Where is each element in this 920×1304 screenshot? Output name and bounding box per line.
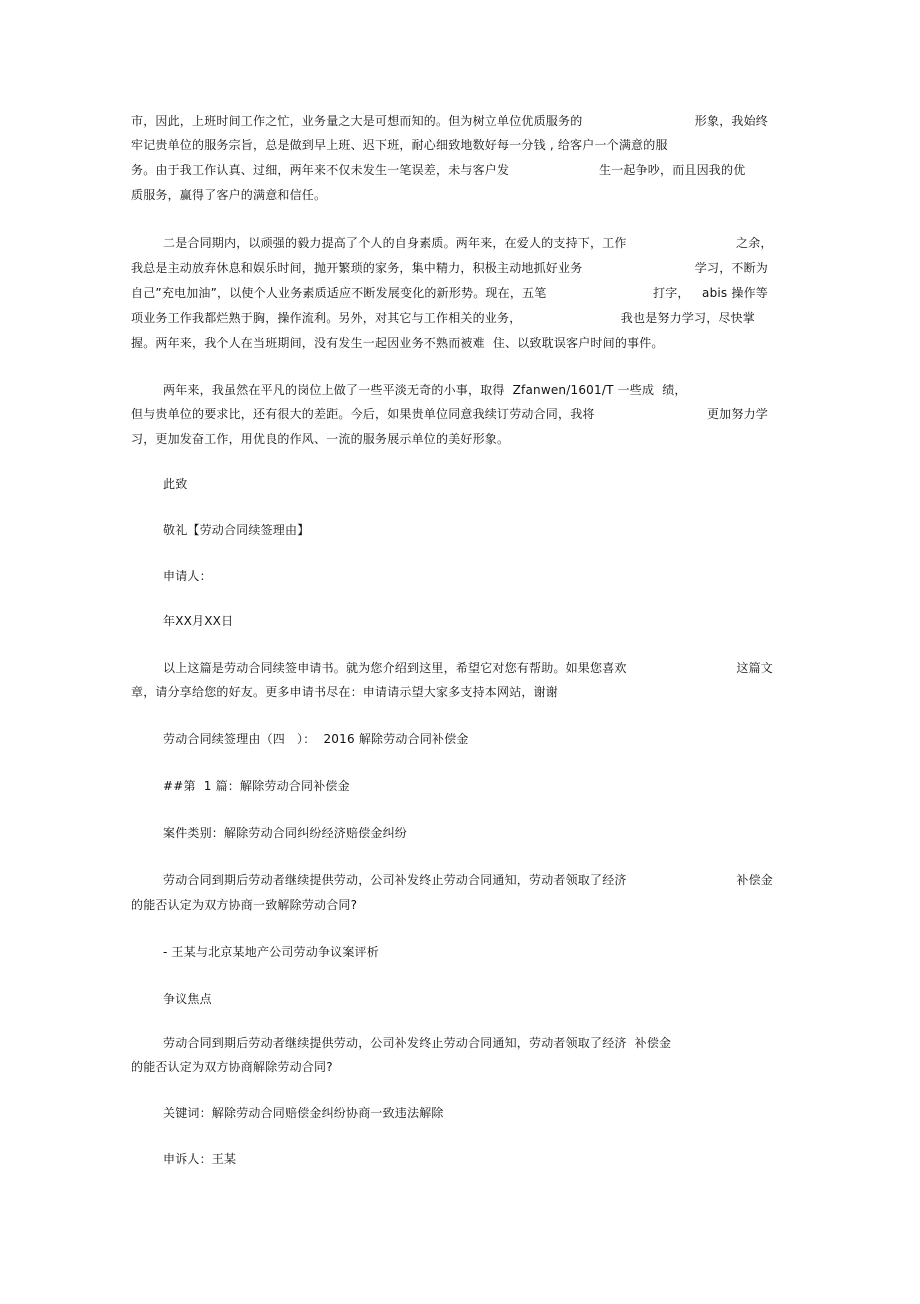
analysis-title: - 王某与北京某地产公司劳动争议案评析 [163, 945, 379, 959]
paragraph-2-line-5: 握。两年来，我个人在当班期间，没有发生一起因业务不熟而被难 住、以致耽误客户时间的事件。 [131, 336, 664, 350]
paragraph-4-line-2: 章，请分享给您的好友。更多申请书尽在：申请请示望大家多支持本网站，谢谢 [131, 685, 559, 699]
paragraph-6-line-1: 劳动合同到期后劳动者继续提供劳动，公司补发终止劳动合同通知，劳动者领取了经济 补偿金 [163, 1036, 672, 1050]
paragraph-6-line-2: 的能否认定为双方协商解除劳动合同? [131, 1060, 333, 1074]
subsection-heading: ##第 1 篇：解除劳动合同补偿金 [163, 779, 350, 793]
paragraph-4-line-1-end: 这篇文 [736, 661, 773, 675]
paragraph-1-line-1: 市，因此，上班时间工作之忙，业务量之大是可想而知的。但为树立单位优质服务的 [131, 114, 583, 128]
paragraph-3-line-2: 但与贵单位的要求比，还有很大的差距。今后，如果贵单位同意我续订劳动合同，我将 [131, 407, 595, 421]
appellant-text: 申诉人：王某 [163, 1152, 237, 1166]
paragraph-2-line-3-end: abis 操作等 [702, 286, 768, 300]
paragraph-4-line-1: 以上这篇是劳动合同续签申请书。就为您介绍到这里，希望它对您有帮助。如果您喜欢 [163, 661, 627, 675]
section-heading: 劳动合同续签理由（四 ）： 2016 解除劳动合同补偿金 [163, 732, 469, 746]
paragraph-1-line-2: 牢记贵单位的服务宗旨，总是做到早上班、迟下班，耐心细致地数好每一分钱 , 给客户一个满意的服 [131, 138, 668, 152]
closing-text: 此致 [163, 477, 188, 491]
keywords-text: 关键词：解除劳动合同赔偿金纠纷协商一致违法解除 [163, 1106, 444, 1120]
paragraph-2-line-2-end: 学习，不断为 [694, 261, 768, 275]
paragraph-2-line-1: 二是合同期内，以顽强的毅力提高了个人的自身素质。两年来，在爱人的支持下，工作 [163, 236, 627, 250]
paragraph-2-line-4: 项业务工作我都烂熟于胸，操作流利。另外，对其它与工作相关的业务， [131, 311, 522, 325]
paragraph-1-line-1-end: 形象，我始终 [694, 114, 768, 128]
case-type-text: 案件类别：解除劳动合同纠纷经济赔偿金纠纷 [163, 826, 408, 840]
salutation-text: 敬礼【劳动合同续签理由】 [163, 523, 310, 537]
paragraph-2-line-3: 自己”充电加油”，以使个人业务素质适应不断发展变化的新形势。现在，五笔 [131, 286, 547, 300]
applicant-label: 申请人： [163, 569, 212, 583]
paragraph-3-line-3: 习，更加发奋工作，用优良的作风、一流的服务展示单位的美好形象。 [131, 432, 510, 446]
paragraph-1-line-4: 质服务，赢得了客户的满意和信任。 [131, 188, 327, 202]
paragraph-5-line-1-end: 补偿金 [736, 873, 773, 887]
paragraph-1-line-3-end: 生一起争吵，而且因我的优 [599, 163, 746, 177]
date-text: 年XX月XX日 [163, 614, 234, 628]
paragraph-3-line-1: 两年来，我虽然在平凡的岗位上做了一些平淡无奇的小事，取得 Zfanwen/1601/T 一些成 绩， [163, 383, 687, 397]
paragraph-5-line-1: 劳动合同到期后劳动者继续提供劳动，公司补发终止劳动合同通知，劳动者领取了经济 [163, 873, 627, 887]
paragraph-2-line-3-mid: 打字， [653, 286, 690, 300]
paragraph-3-line-2-end: 更加努力学 [706, 407, 768, 421]
dispute-focus-heading: 争议焦点 [163, 992, 212, 1006]
paragraph-2-line-4-end: 我也是努力学习，尽快掌 [620, 311, 755, 325]
paragraph-5-line-2: 的能否认定为双方协商一致解除劳动合同? [131, 898, 358, 912]
paragraph-1-line-3: 务。由于我工作认真、过细，两年来不仅未发生一笔误差，未与客户发 [131, 163, 510, 177]
paragraph-2-line-1-end: 之余， [736, 236, 773, 250]
paragraph-2-line-2: 我总是主动放弃休息和娱乐时间，抛开繁琐的家务，集中精力，积极主动地抓好业务 [131, 261, 583, 275]
